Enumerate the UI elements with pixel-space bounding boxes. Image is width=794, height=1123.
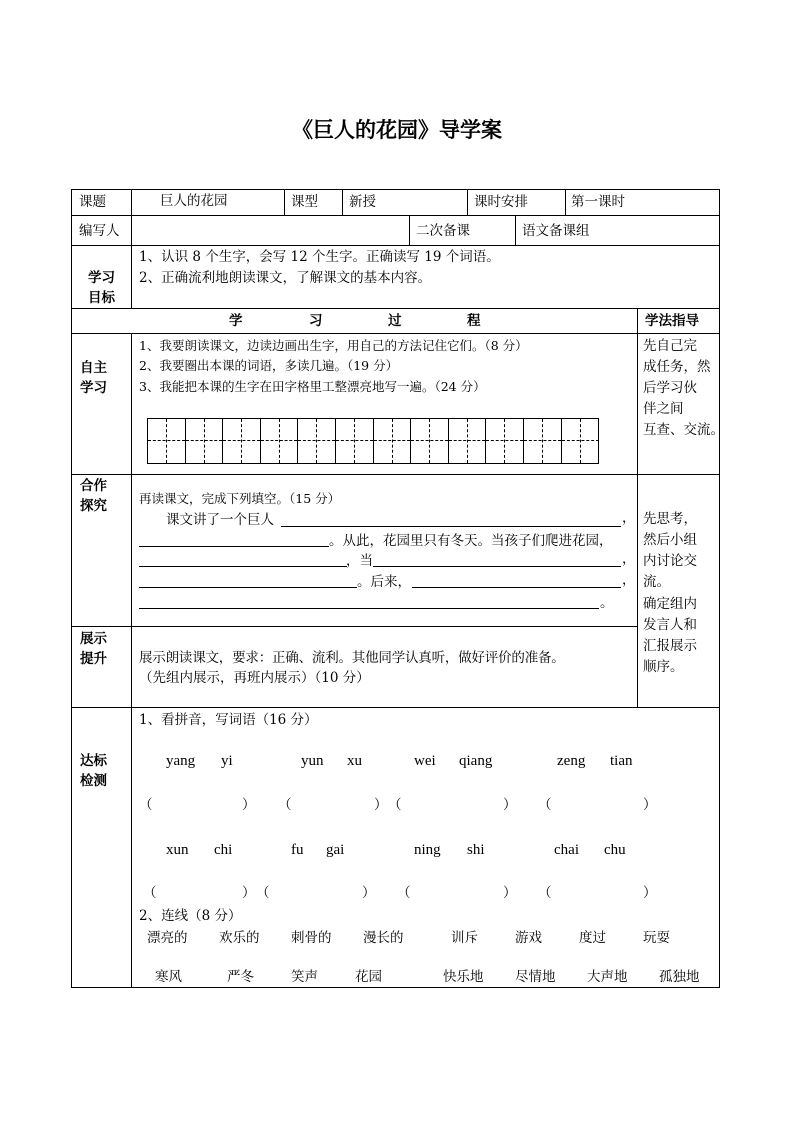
- lesson-label: 课题: [79, 194, 106, 210]
- cooperate-guide-4: 流。: [643, 574, 670, 590]
- show-text-2: （先组内展示，再班内展示）（10 分）: [139, 670, 370, 686]
- word-2-5: 快乐地: [443, 969, 484, 985]
- word-1-7: 度过: [579, 930, 606, 946]
- paren-2-1-close: ）: [242, 885, 256, 901]
- type-value: 新授: [349, 194, 376, 210]
- self-study-label-2: 学习: [80, 380, 107, 396]
- word-1-1: 漂亮的: [147, 930, 188, 946]
- cooperate-line4-mid: 。后来，: [357, 574, 411, 590]
- second-prep-value: 语文备课组: [522, 223, 590, 239]
- cooperate-line4-end: ，: [622, 572, 636, 588]
- paren-2-3-open: （: [397, 885, 411, 901]
- blank-line-1[interactable]: [281, 526, 621, 527]
- pinyin-2-7: chai: [554, 842, 579, 858]
- show-label-2: 提升: [80, 651, 107, 667]
- paren-1-4-close: ）: [643, 797, 657, 813]
- word-2-1: 寒风: [155, 969, 182, 985]
- blank-line-2[interactable]: [139, 546, 329, 547]
- page-title: 《巨人的花园》导学案: [292, 117, 502, 142]
- paren-2-2-open: （: [256, 885, 270, 901]
- paren-1-2-close: ）: [374, 797, 388, 813]
- lesson-value: 巨人的花园: [160, 193, 228, 209]
- cooperate-guide-7: 汇报展示: [643, 638, 697, 654]
- cooperate-guide-6: 发言人和: [643, 617, 697, 633]
- test-q1: 1、看拼音，写词语（16 分）: [139, 712, 318, 728]
- process-char-3: 过: [388, 313, 402, 329]
- word-1-5: 训斥: [451, 930, 478, 946]
- pinyin-2-6: shi: [467, 842, 485, 858]
- paren-2-1-open: （: [143, 885, 157, 901]
- cooperate-guide-8: 顺序。: [643, 659, 684, 675]
- paren-2-4-open: （: [538, 885, 552, 901]
- word-1-4: 漫长的: [363, 930, 404, 946]
- cooperate-line1-start: 课文讲了一个巨人: [166, 512, 274, 528]
- word-1-2: 欢乐的: [219, 930, 260, 946]
- pinyin-2-3: fu: [291, 842, 304, 858]
- pinyin-2-8: chu: [604, 842, 626, 858]
- schedule-label: 课时安排: [474, 194, 528, 210]
- self-study-item-2: 2、我要圈出本课的词语，多读几遍。（19 分）: [139, 358, 399, 373]
- paren-2-2-close: ）: [362, 885, 376, 901]
- blank-line-3a[interactable]: [139, 566, 347, 567]
- test-q2: 2、连线（8 分）: [139, 908, 242, 924]
- paren-1-2-open: （: [278, 797, 292, 813]
- self-study-label-1: 自主: [80, 360, 107, 376]
- pinyin-2-1: xun: [166, 842, 189, 858]
- process-char-2: 习: [309, 313, 323, 329]
- type-label: 课型: [291, 194, 318, 210]
- self-study-item-1: 1、我要朗读课文，边读边画出生字，用自己的方法记住它们。（8 分）: [139, 338, 528, 353]
- cooperate-label-1: 合作: [80, 478, 107, 494]
- word-2-2: 严冬: [227, 969, 254, 985]
- self-study-guide-5: 互查、交流。: [643, 422, 724, 438]
- pinyin-1-4: xu: [347, 753, 362, 769]
- cooperate-guide-3: 内讨论交: [643, 553, 697, 569]
- cooperate-guide-1: 先思考，: [643, 511, 697, 527]
- cooperate-line3-start: ，当: [346, 553, 373, 569]
- paren-1-4-open: （: [538, 797, 552, 813]
- word-2-8: 孤独地: [659, 969, 700, 985]
- paren-2-4-close: ）: [643, 885, 657, 901]
- cooperate-guide-2: 然后小组: [643, 532, 697, 548]
- show-text-1: 展示朗读课文，要求：正确、流利。其他同学认真听，做好评价的准备。: [139, 650, 565, 666]
- pinyin-1-7: zeng: [557, 753, 586, 769]
- author-label: 编写人: [79, 223, 120, 239]
- self-study-guide-2: 成任务，然: [643, 359, 711, 375]
- goals-label-1: 学习: [88, 270, 115, 286]
- cooperate-line1-end: ，: [622, 510, 636, 526]
- cooperate-line2-mid: 。从此，花园里只有冬天。当孩子们爬进花园，: [329, 533, 613, 549]
- process-char-4: 程: [467, 313, 481, 329]
- goals-label-2: 目标: [88, 290, 115, 306]
- cooperate-line5-end: 。: [600, 595, 614, 611]
- writing-grid: [147, 418, 599, 464]
- cooperate-label-2: 探究: [80, 498, 107, 514]
- word-1-3: 刺骨的: [291, 930, 332, 946]
- word-2-4: 花园: [355, 969, 382, 985]
- test-label-1: 达标: [80, 753, 107, 769]
- blank-line-3b[interactable]: [373, 566, 621, 567]
- pinyin-1-3: yun: [301, 753, 324, 769]
- pinyin-1-2: yi: [221, 753, 233, 769]
- show-label-1: 展示: [80, 631, 107, 647]
- word-1-6: 游戏: [515, 930, 542, 946]
- self-study-item-3: 3、我能把本课的生字在田字格里工整漂亮地写一遍。（24 分）: [139, 379, 486, 394]
- paren-1-1-close: ）: [242, 797, 256, 813]
- goal-item-2: 2、正确流利地朗读课文，了解课文的基本内容。: [139, 270, 432, 286]
- self-study-guide-3: 后学习伙: [643, 380, 697, 396]
- pinyin-1-5: wei: [414, 753, 436, 769]
- blank-line-4b[interactable]: [412, 587, 621, 588]
- self-study-guide-4: 伴之间: [643, 401, 684, 417]
- pinyin-2-5: ning: [414, 842, 441, 858]
- paren-1-3-open: （: [388, 797, 402, 813]
- cooperate-guide-5: 确定组内: [643, 596, 697, 612]
- word-2-7: 大声地: [587, 969, 628, 985]
- schedule-value: 第一课时: [571, 194, 625, 210]
- word-2-6: 尽情地: [515, 969, 556, 985]
- blank-line-4a[interactable]: [139, 587, 357, 588]
- test-label-2: 检测: [80, 773, 107, 789]
- paren-1-1-open: （: [139, 797, 153, 813]
- blank-line-5[interactable]: [139, 608, 599, 609]
- pinyin-2-2: chi: [214, 842, 233, 858]
- cooperate-line3-end: ，: [622, 551, 636, 567]
- self-study-guide-1: 先自己完: [643, 338, 697, 354]
- guide-header: 学法指导: [645, 313, 699, 329]
- goal-item-1: 1、认识 8 个生字，会写 12 个生字。正确读写 19 个词语。: [139, 249, 500, 265]
- pinyin-1-8: tian: [610, 753, 633, 769]
- word-1-8: 玩耍: [643, 930, 670, 946]
- word-2-3: 笑声: [291, 969, 318, 985]
- paren-1-3-close: ）: [503, 797, 517, 813]
- pinyin-1-1: yang: [166, 753, 196, 769]
- pinyin-1-6: qiang: [459, 753, 493, 769]
- cooperate-intro: 再读课文，完成下列填空。（15 分）: [139, 491, 341, 506]
- second-prep-label: 二次备课: [416, 223, 470, 239]
- paren-2-3-close: ）: [503, 885, 517, 901]
- pinyin-2-4: gai: [326, 842, 345, 858]
- process-char-1: 学: [229, 313, 243, 329]
